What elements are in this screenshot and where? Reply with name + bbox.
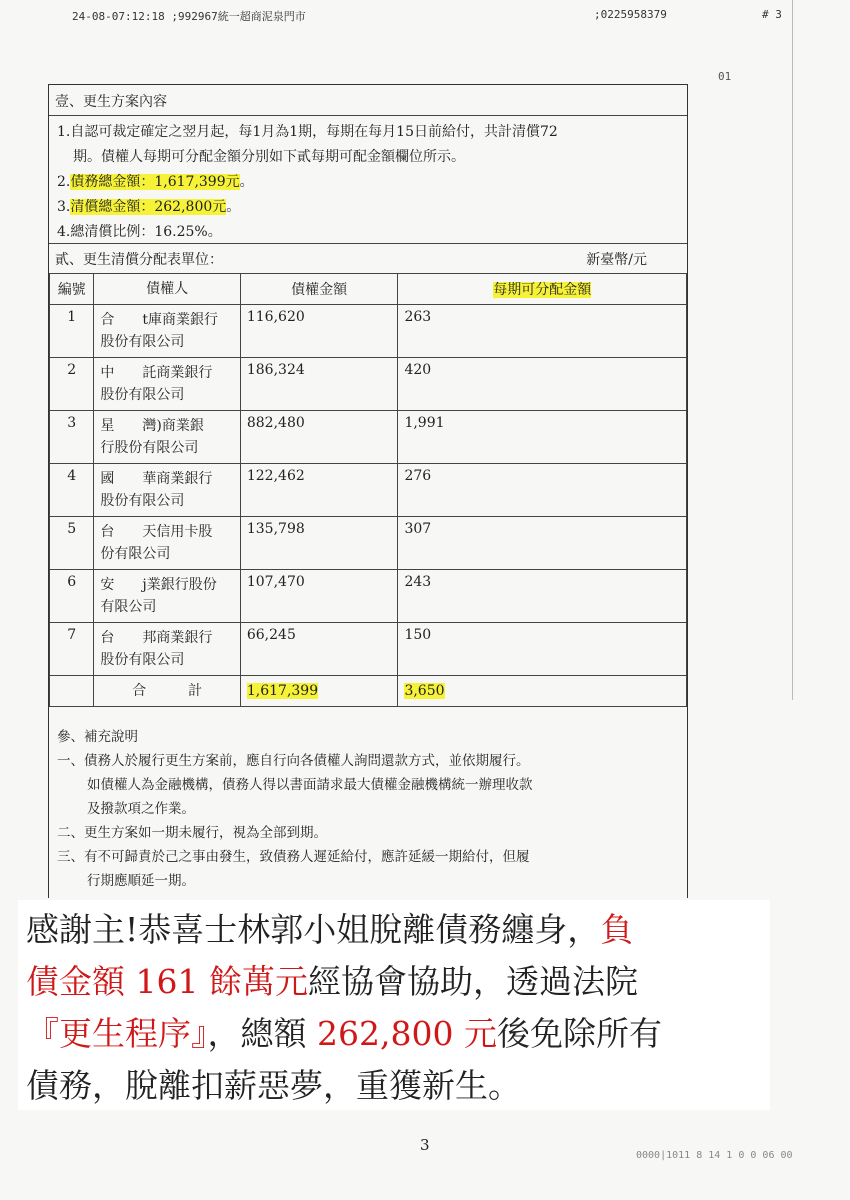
testimonial-banner: [18, 900, 770, 1110]
banner-red-1: 負: [600, 910, 634, 949]
creditor-name-line2: 股份有限公司: [100, 334, 185, 350]
creditor-name-line1: 中 託商業銀行: [100, 365, 213, 381]
fax-header-page: # 3: [762, 8, 782, 21]
claim-amount: 186,324: [240, 358, 398, 411]
creditor-name-line1: 合 t庫商業銀行: [100, 312, 219, 328]
section-2-title: 貳、更生清償分配表單位：: [55, 252, 223, 268]
per-period-amount: 243: [398, 570, 687, 623]
banner-debt-amount: 債金額 161 餘萬元: [26, 962, 308, 1001]
total-pay-cell: [398, 676, 687, 707]
footer-code: 0000|1011 8 14 1 0 0 06 00: [636, 1150, 793, 1161]
debt-total-highlight: 債務總金額：1,617,399元: [70, 174, 240, 190]
per-period-amount: 263: [398, 305, 687, 358]
total-label: 合 計: [94, 676, 240, 707]
header-creditor: 債權人: [94, 274, 240, 305]
section-3-title: 參、補充說明: [57, 729, 138, 745]
plan-item-3: [57, 196, 240, 216]
creditor-name-line2: 份有限公司: [100, 546, 171, 562]
per-period-amount: 1,991: [398, 411, 687, 464]
note-1b: 如債權人為金融機構，債務人得以書面請求最大債權金融機構統一辦理收款: [87, 777, 533, 793]
banner-text-2: 經協會協助，透過法院: [307, 962, 638, 1001]
claim-amount: 107,470: [240, 570, 398, 623]
creditor-name-line2: 股份有限公司: [100, 387, 185, 403]
plan-item-2-prefix: 2.: [57, 174, 71, 190]
plan-item-2-suffix: 。: [239, 174, 254, 190]
row-number: 6: [50, 570, 94, 623]
row-number: 3: [50, 411, 94, 464]
total-per-period: 3,650: [404, 683, 445, 699]
claim-amount: 116,620: [240, 305, 398, 358]
table-row: [50, 464, 687, 517]
total-blank-cell: [50, 676, 94, 707]
creditor-name-line2: 股份有限公司: [100, 493, 185, 509]
section-2-header-row: [49, 243, 687, 273]
document-frame: [48, 84, 688, 898]
creditor-name: [94, 358, 240, 411]
fax-header-left: 24-08-07:12:18 ;992967統一超商泥泉門市: [72, 10, 306, 23]
row-number: 4: [50, 464, 94, 517]
note-2: 二、更生方案如一期未履行，視為全部到期。: [57, 825, 327, 841]
row-number: 5: [50, 517, 94, 570]
table-row: [50, 517, 687, 570]
creditor-name-line1: 安 j業銀行股份: [100, 577, 217, 593]
section-1-title: 壹、更生方案內容: [55, 94, 167, 110]
creditor-name: [94, 570, 240, 623]
row-number: 1: [50, 305, 94, 358]
creditor-name-line2: 有限公司: [100, 599, 157, 615]
plan-item-1b: 期。債權人每期可分配金額分別如下貳每期可配金額欄位所示。: [73, 149, 465, 165]
creditor-name-line2: 行股份有限公司: [100, 440, 199, 456]
banner-text-5: 債務，脫離扣薪惡夢，重獲新生。: [26, 1066, 521, 1105]
repay-total-highlight: 清償總金額：262,800元: [70, 199, 227, 215]
plan-item-3-prefix: 3.: [57, 199, 71, 215]
table-row: [50, 570, 687, 623]
plan-item-2: [57, 171, 254, 191]
table-row: [50, 305, 687, 358]
creditor-name-line1: 台 天信用卡股: [100, 524, 213, 540]
creditor-name-line1: 星 灣)商業銀: [100, 418, 204, 434]
creditor-name: [94, 517, 240, 570]
table-row: [50, 358, 687, 411]
table-header-row: [50, 274, 687, 305]
per-period-amount: 150: [398, 623, 687, 676]
claim-amount: 122,462: [240, 464, 398, 517]
fax-header-number: ;0225958379: [594, 8, 667, 21]
header-per-period: [398, 274, 687, 305]
table-row: [50, 623, 687, 676]
claim-amount: 66,245: [240, 623, 398, 676]
creditor-name: [94, 464, 240, 517]
banner-total-amount: 262,800 元: [317, 1014, 497, 1053]
per-period-header-highlight: 每期可分配金額: [493, 282, 592, 298]
total-claim-amount: 1,617,399: [246, 683, 319, 699]
total-row: [50, 676, 687, 707]
currency-unit: 新臺幣/元: [586, 252, 647, 268]
row-number: 2: [50, 358, 94, 411]
per-period-amount: 276: [398, 464, 687, 517]
claim-amount: 135,798: [240, 517, 398, 570]
section-1-body: [49, 115, 687, 244]
per-period-amount: 307: [398, 517, 687, 570]
distribution-table: [49, 273, 687, 707]
row-number: 7: [50, 623, 94, 676]
plan-item-3-suffix: 。: [226, 199, 241, 215]
header-number: 編號: [50, 274, 94, 305]
page-mark: 01: [718, 70, 732, 83]
per-period-amount: 420: [398, 358, 687, 411]
note-1a: 一、債務人於履行更生方案前，應自行向各債權人詢問還款方式，並依期履行。: [57, 753, 530, 769]
creditor-name-line1: 國 華商業銀行: [100, 471, 213, 487]
note-3a: 三、有不可歸責於己之事由發生，致債務人遲延給付，應許延緩一期給付，但履: [57, 849, 530, 865]
banner-text-3: ，總額: [207, 1014, 317, 1053]
banner-text-4: 後免除所有: [496, 1014, 662, 1053]
table-row: [50, 411, 687, 464]
claim-amount: 882,480: [240, 411, 398, 464]
supplementary-notes: [49, 725, 687, 893]
header-claim-amount: 債權金額: [240, 274, 398, 305]
total-claim-cell: [240, 676, 398, 707]
creditor-name: [94, 623, 240, 676]
plan-item-1a: 1.自認可裁定確定之翌月起，每1月為1期，每期在每月15日前給付，共計清償72: [57, 124, 558, 140]
section-1-header-row: [49, 85, 687, 116]
note-1c: 及撥款項之作業。: [87, 801, 195, 817]
plan-item-4: 4.總清償比例：16.25%。: [57, 224, 222, 240]
banner-text-1: 感謝主!恭喜士林郭小姐脫離債務纏身，: [26, 910, 601, 949]
scan-edge-line: [792, 0, 799, 700]
creditor-name-line2: 股份有限公司: [100, 652, 185, 668]
creditor-name: [94, 305, 240, 358]
creditor-name-line1: 台 邦商業銀行: [100, 630, 213, 646]
page-number: 3: [420, 1136, 430, 1154]
creditor-name: [94, 411, 240, 464]
note-3b: 行期應順延一期。: [87, 873, 195, 889]
banner-procedure: 『更生程序』: [26, 1014, 208, 1053]
